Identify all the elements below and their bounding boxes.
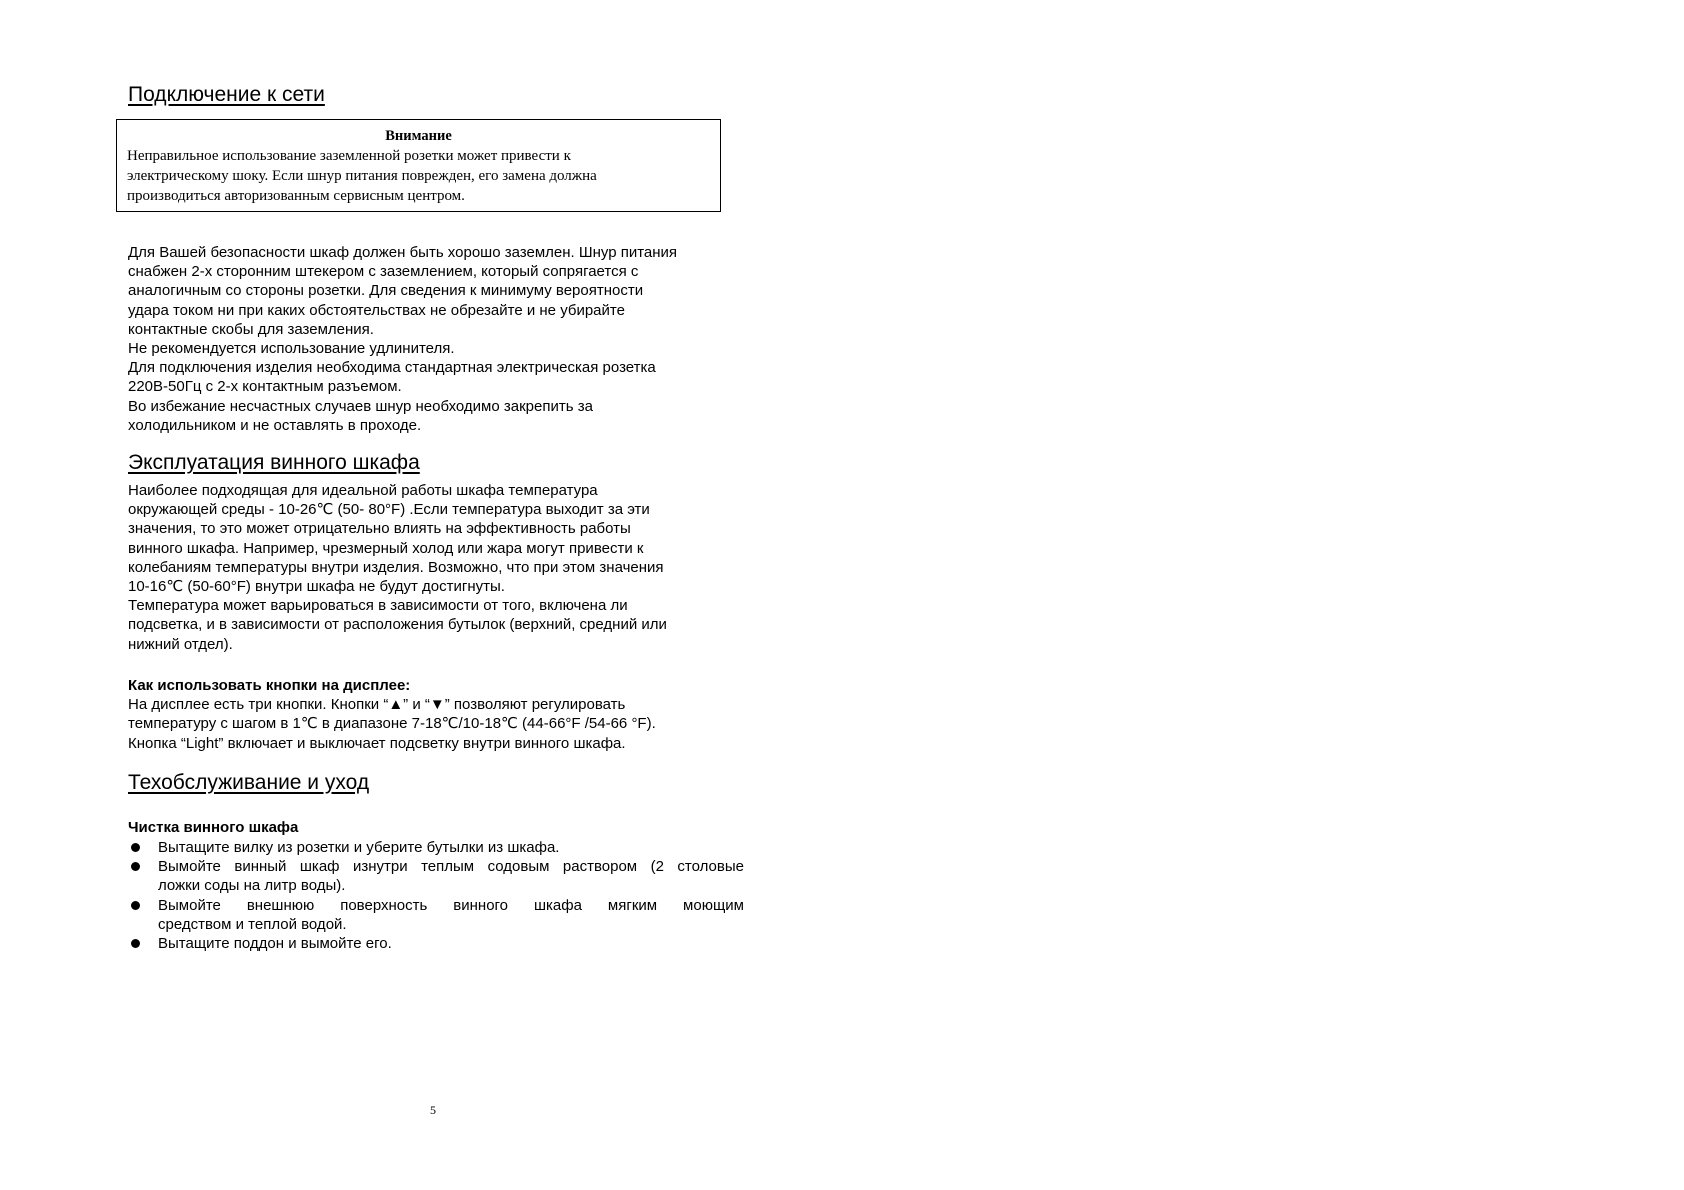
warning-box [116, 119, 721, 212]
text-line: колебаниям температуры внутри изделия. Возможно, что при этом значения [128, 558, 664, 576]
list-item-text: ложки соды на литр воды). [158, 877, 346, 895]
bullet-icon [131, 862, 140, 871]
section-heading-power-connection: Подключение к сети [128, 83, 325, 106]
text-line: снабжен 2-х сторонним штекером с заземлением, который сопрягается с [128, 263, 639, 281]
text-line: контактные скобы для заземления. [128, 320, 374, 338]
operation-text [128, 481, 748, 654]
warning-line: электрическому шоку. Если шнур питания поврежден, его замена должна [127, 168, 597, 184]
list-item-text: Вымойте винный шкаф изнутри теплым содовым раствором (2 столовые [158, 858, 744, 876]
text-line: 220В-50Гц с 2-х контактным разъемом. [128, 378, 402, 396]
list-item-text: Вытащите вилку из розетки и уберите бутылки из шкафа. [158, 839, 560, 856]
text-line: окружающей среды - 10-26℃ (50- 80°F) .Если температура выходит за эти [128, 501, 650, 519]
warning-line: производиться авторизованным сервисным центром. [127, 188, 465, 204]
text-line: Кнопка “Light” включает и выключает подсветку внутри винного шкафа. [128, 734, 626, 752]
list-item-text: Вытащите поддон и вымойте его. [158, 934, 392, 952]
display-buttons-text [128, 676, 748, 753]
display-buttons-title: Как использовать кнопки на дисплее: [128, 677, 411, 694]
text-line: температуру с шагом в 1℃ в диапазоне 7-18℃/10-18℃ (44-66°F /54-66 °F). [128, 715, 656, 733]
bullet-icon [131, 939, 140, 948]
bullet-icon [131, 901, 140, 910]
text-line: 10-16℃ (50-60°F) внутри шкафа не будут достигнуты. [128, 577, 505, 595]
text-line: удара током ни при каких обстоятельствах не обрезайте и не убирайте [128, 301, 625, 319]
text-line: Температура может варьироваться в зависимости от того, включена ли [128, 597, 628, 615]
warning-title: Внимание [385, 128, 452, 144]
text-line: нижний отдел). [128, 635, 233, 653]
list-item [128, 857, 744, 895]
warning-line: Неправильное использование заземленной розетки может привести к [127, 148, 571, 164]
list-item [128, 934, 744, 953]
page-number: 5 [430, 1103, 436, 1117]
bullet-icon [131, 843, 140, 852]
cleaning-title: Чистка винного шкафа [128, 819, 299, 836]
text-line: Наиболее подходящая для идеальной работы шкафа температура [128, 482, 598, 499]
text-line: подсветка, и в зависимости от расположения бутылок (верхний, средний или [128, 616, 667, 634]
list-item-text: Вымойте внешнюю поверхность винного шкафа мягким моющим [158, 896, 744, 914]
section-heading-maintenance: Техобслуживание и уход [128, 771, 370, 794]
section-heading-operation: Эксплуатация винного шкафа [128, 451, 420, 474]
list-item [128, 896, 744, 934]
list-item-text: средством и теплой водой. [158, 915, 347, 933]
power-connection-text [128, 243, 748, 435]
text-line: Для Вашей безопасности шкаф должен быть хорошо заземлен. Шнур питания [128, 244, 678, 261]
text-line: Не рекомендуется использование удлинителя. [128, 339, 455, 357]
text-line: На дисплее есть три кнопки. Кнопки “▲” и “▼” позволяют регулировать [128, 696, 626, 714]
text-line: значения, то это может отрицательно влиять на эффективность работы [128, 520, 631, 538]
text-line: холодильником и не оставлять в проходе. [128, 416, 422, 434]
list-item [128, 838, 744, 857]
text-line: Для подключения изделия необходима стандартная электрическая розетка [128, 359, 656, 377]
text-line: винного шкафа. Например, чрезмерный холод или жара могут привести к [128, 539, 644, 557]
text-line: аналогичным со стороны розетки. Для сведения к минимуму вероятности [128, 282, 644, 300]
text-line: Во избежание несчастных случаев шнур необходимо закрепить за [128, 397, 593, 415]
cleaning-steps-list [128, 838, 744, 953]
